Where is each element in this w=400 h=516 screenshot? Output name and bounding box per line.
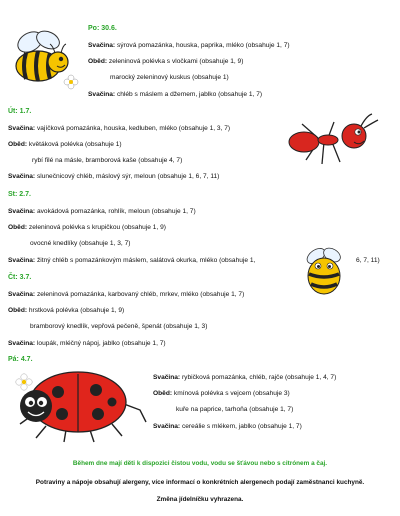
ladybug-illustration [6, 364, 152, 444]
meal-line: kuře na paprice, tarhoňa (obsahuje 1, 7) [176, 406, 294, 413]
bee-illustration-top [8, 28, 82, 92]
meal-line: Oběd: kmínová polévka s vejcem (obsahuje 3) [153, 390, 290, 397]
day-heading-tuesday: Út: 1.7. [8, 108, 32, 115]
day-heading-thursday: Čt: 3.7. [8, 274, 32, 281]
meal-line: rybí filé na másle, bramborová kaše (obsahuje 4, 7) [32, 157, 183, 164]
day-heading-wednesday: St: 2.7. [8, 191, 31, 198]
meal-line: marocký zeleninový kuskus (obsahuje 1) [110, 74, 229, 81]
meal-line: Oběd: zeleninová polévka s vločkami (obsahuje 1, 9) [88, 58, 244, 65]
meal-line: Oběd: květáková polévka (obsahuje 1) [8, 141, 122, 148]
meal-line: Svačina: avokádová pomazánka, rohlík, meloun (obsahuje 1, 7) [8, 208, 196, 215]
meal-line: Oběd: zeleninová polévka s krupičkou (obsahuje 1, 9) [8, 224, 166, 231]
meal-line: Svačina: sýrová pomazánka, houska, paprika, mléko (obsahuje 1, 7) [88, 42, 290, 49]
footer-allergen-note: Potraviny a nápoje obsahují alergeny, více informací o konkrétních alergenech podají zaměstnanci kuchyně. [35, 479, 365, 486]
meal-line-continuation: 6, 7, 11) [356, 257, 380, 264]
meal-line: Svačina: žitný chléb s pomazánkovým máslem, salátová okurka, mléko (obsahuje 1, [8, 257, 256, 264]
ant-illustration [288, 112, 380, 170]
meal-line: Oběd: hrstková polévka (obsahuje 1, 9) [8, 307, 125, 314]
footer-change-note: Změna jídelníčku vyhrazena. [156, 496, 244, 503]
meal-line: bramborový knedlík, vepřová pečeně, špenát (obsahuje 1, 3) [30, 323, 208, 330]
meal-line: Svačina: loupák, mléčný nápoj, jablko (obsahuje 1, 7) [8, 340, 166, 347]
meal-line: Svačina: zeleninová pomazánka, karbovaný chléb, mrkev, mléko (obsahuje 1, 7) [8, 291, 245, 298]
meal-line: Svačina: cereálie s mlékem, jablko (obsahuje 1, 7) [153, 423, 302, 430]
meal-line: ovocné knedlíky (obsahuje 1, 3, 7) [30, 240, 131, 247]
bee-illustration-right [300, 246, 352, 298]
day-heading-friday: Pá: 4.7. [8, 356, 33, 363]
meal-line: Svačina: chléb s máslem a džemem, jablko (obsahuje 1, 7) [88, 91, 263, 98]
footer-water-note: Během dne mají děti k dispozici čistou vodu, vodu se šťávou nebo s citrónem a čaj. [72, 460, 328, 467]
meal-line: Svačina: vajíčková pomazánka, houska, kedluben, mléko (obsahuje 1, 3, 7) [8, 125, 231, 132]
meal-line: Svačina: slunečnicový chléb, máslový sýr, meloun (obsahuje 1, 6, 7, 11) [8, 173, 220, 180]
meal-line: Svačina: rybičková pomazánka, chléb, rajče (obsahuje 1, 4, 7) [153, 374, 337, 381]
day-heading-monday: Po: 30.6. [88, 25, 117, 32]
